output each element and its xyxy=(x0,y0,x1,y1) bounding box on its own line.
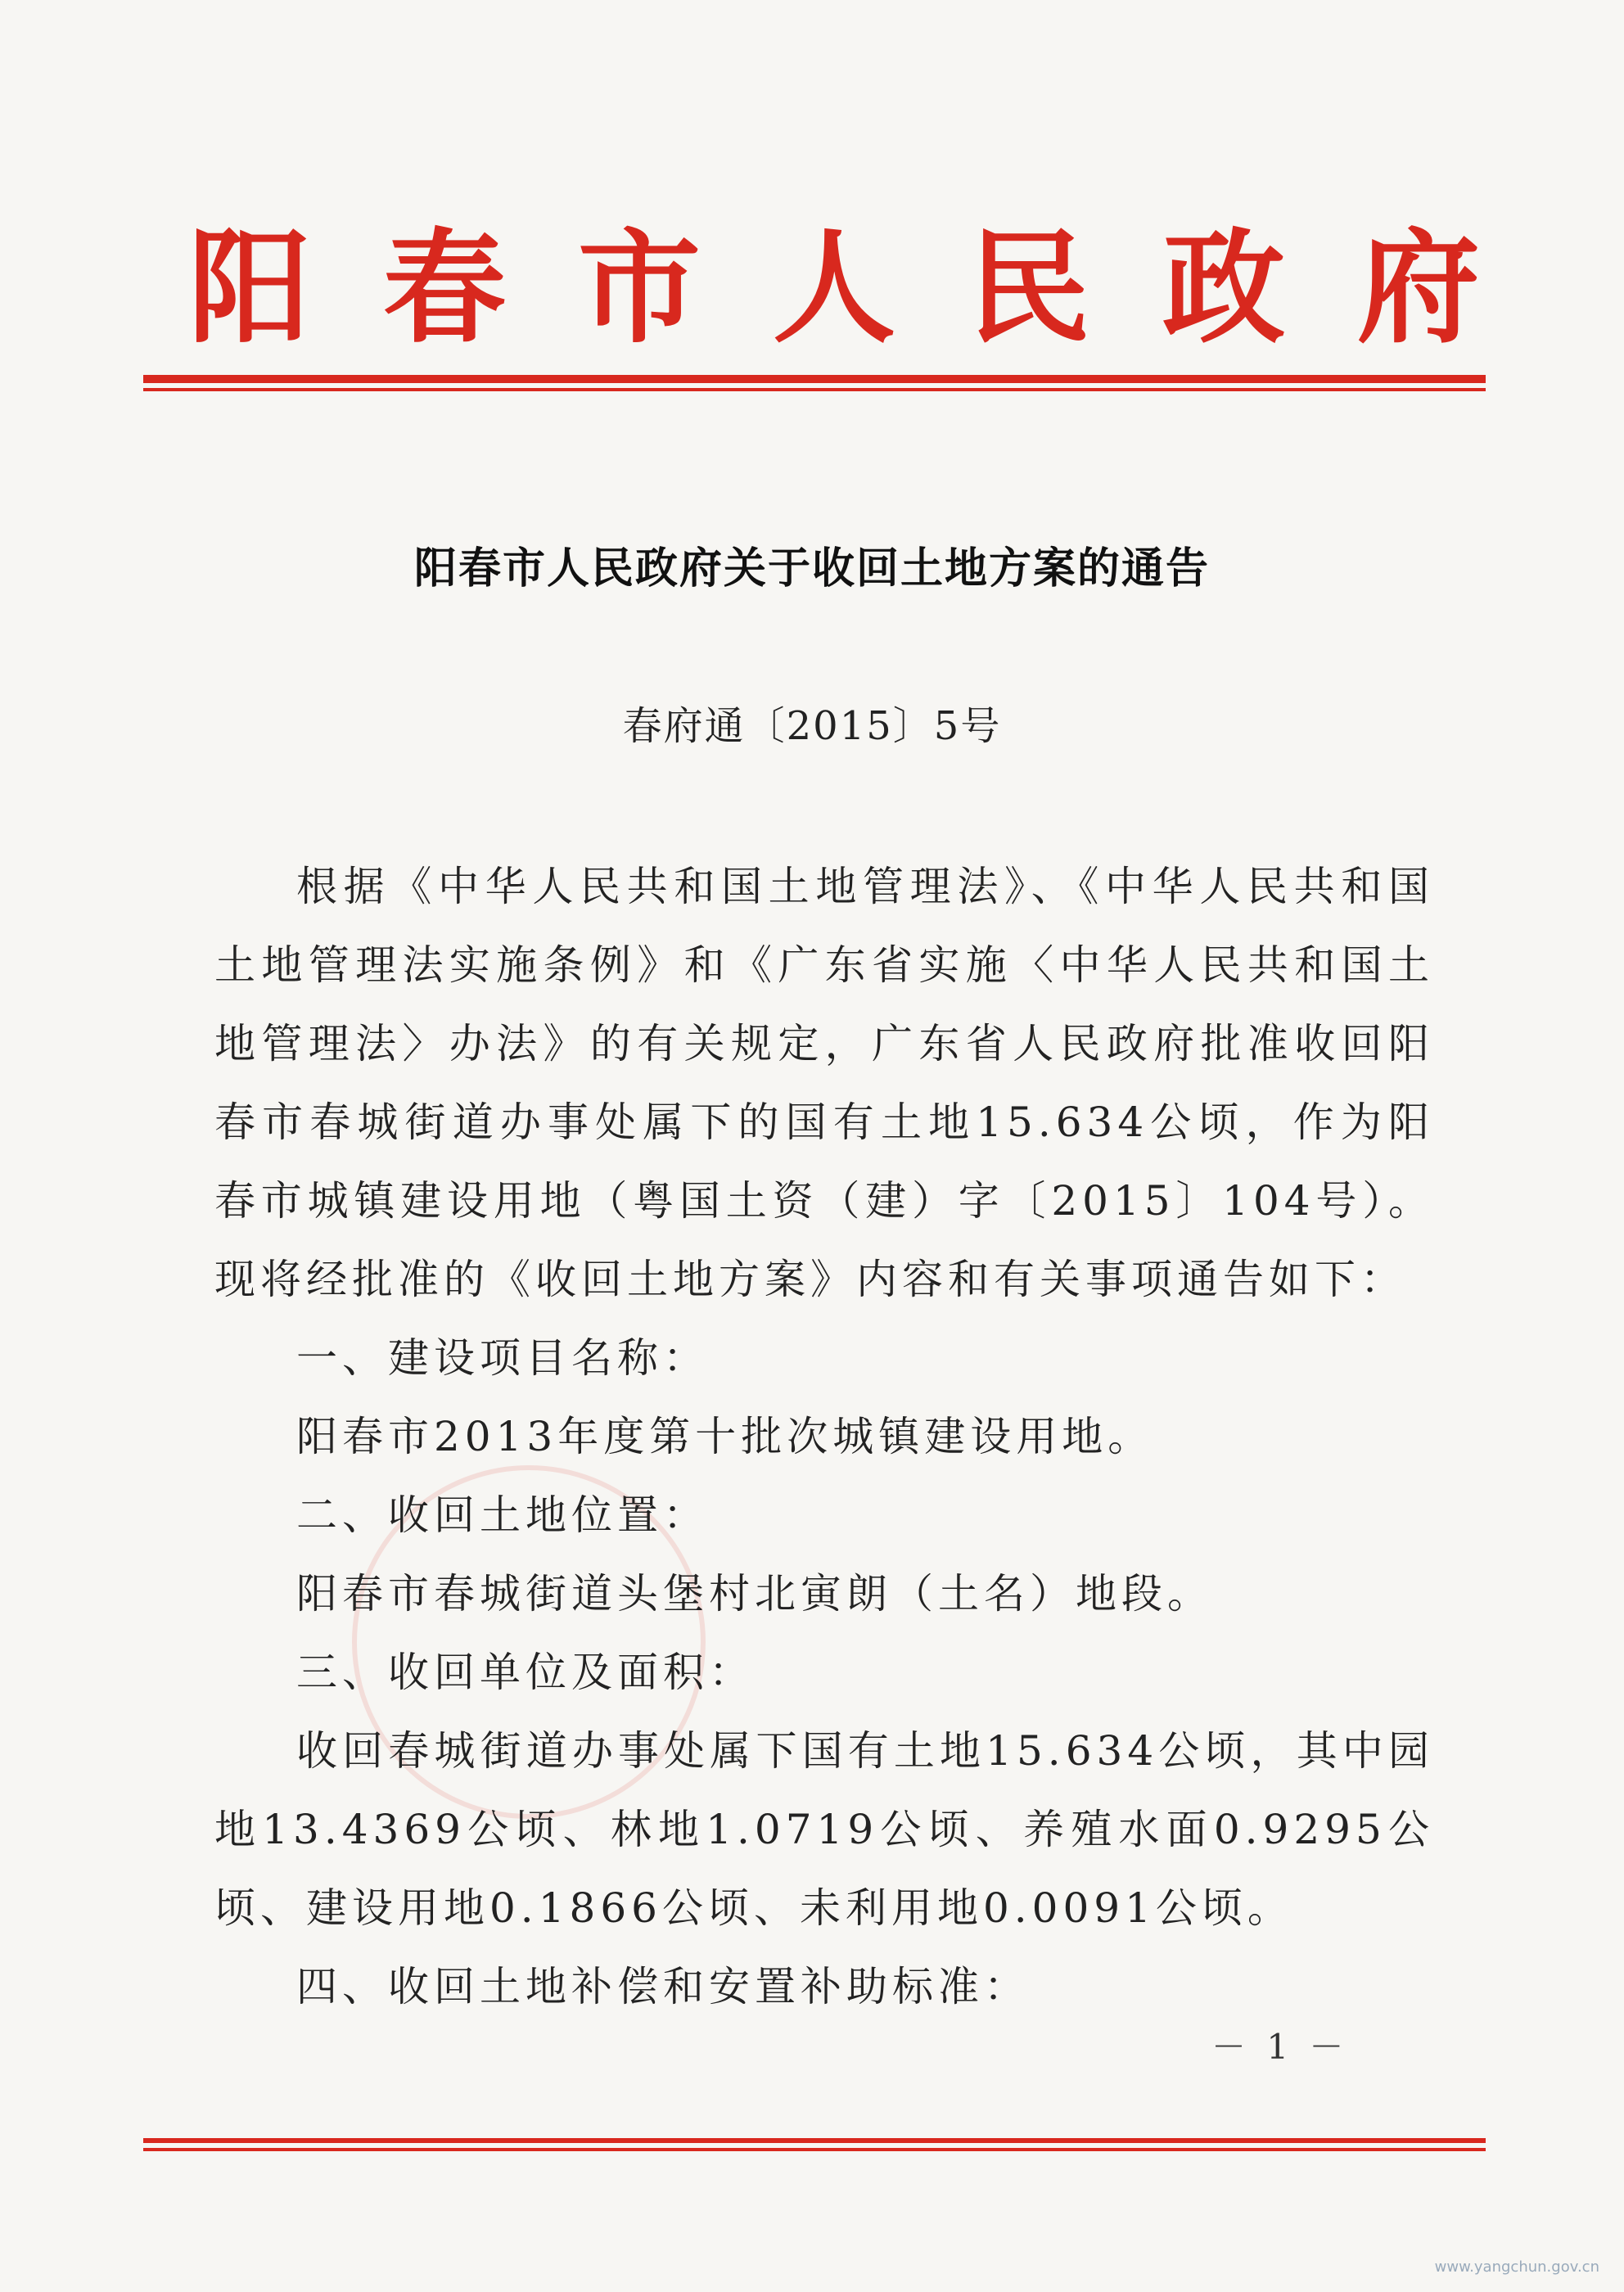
section-heading: 二、收回土地位置： xyxy=(296,1491,709,1539)
footer-rule-thin xyxy=(143,2148,1486,2151)
site-watermark: www.yangchun.gov.cn xyxy=(1434,2258,1599,2276)
section-heading: 三、收回单位及面积： xyxy=(296,1649,755,1696)
section-heading: 一、建设项目名称： xyxy=(296,1334,709,1382)
body-paragraph: 阳春市2013年度第十批次城镇建设用地。 xyxy=(296,1413,1154,1460)
document-number: 春府通〔2015〕5号 xyxy=(622,703,1002,749)
issuer-masthead: 阳春市人民政府 xyxy=(188,216,1553,360)
page-number: － 1 － xyxy=(1211,2027,1349,2067)
section-heading: 四、收回土地补偿和安置补助标准： xyxy=(296,1963,1030,2010)
body-paragraph: 收回春城街道办事处属下国有土地15.634公顷，其中园地13.4369公顷、林地1.0719公顷、养殖水面0.9295公顷、建设用地0.1866公顷、未利用地0.0091公顷。 xyxy=(214,1727,1434,1932)
body-paragraph: 根据《中华人民共和国土地管理法》、《中华人民共和国土地管理法实施条例》和《广东省实施〈中华人民共和国土地管理法〉办法》的有关规定，广东省人民政府批准收回阳春市春城街道办事处属下的国有土地15.634公顷，作为阳春市城镇建设用地（粤国土资（建）字〔2015〕104号）。现将经批准的《收回土地方案》内容和有关事项通告如下： xyxy=(214,863,1434,1303)
document-body xyxy=(214,847,1434,2026)
footer-rule-thick xyxy=(143,2138,1486,2143)
masthead-rule-thin xyxy=(143,388,1486,391)
document-title: 阳春市人民政府关于收回土地方案的通告 xyxy=(413,544,1210,593)
body-paragraph: 阳春市春城街道头堡村北寅朗（土名）地段。 xyxy=(296,1570,1213,1617)
masthead-rule-thick xyxy=(143,375,1486,383)
